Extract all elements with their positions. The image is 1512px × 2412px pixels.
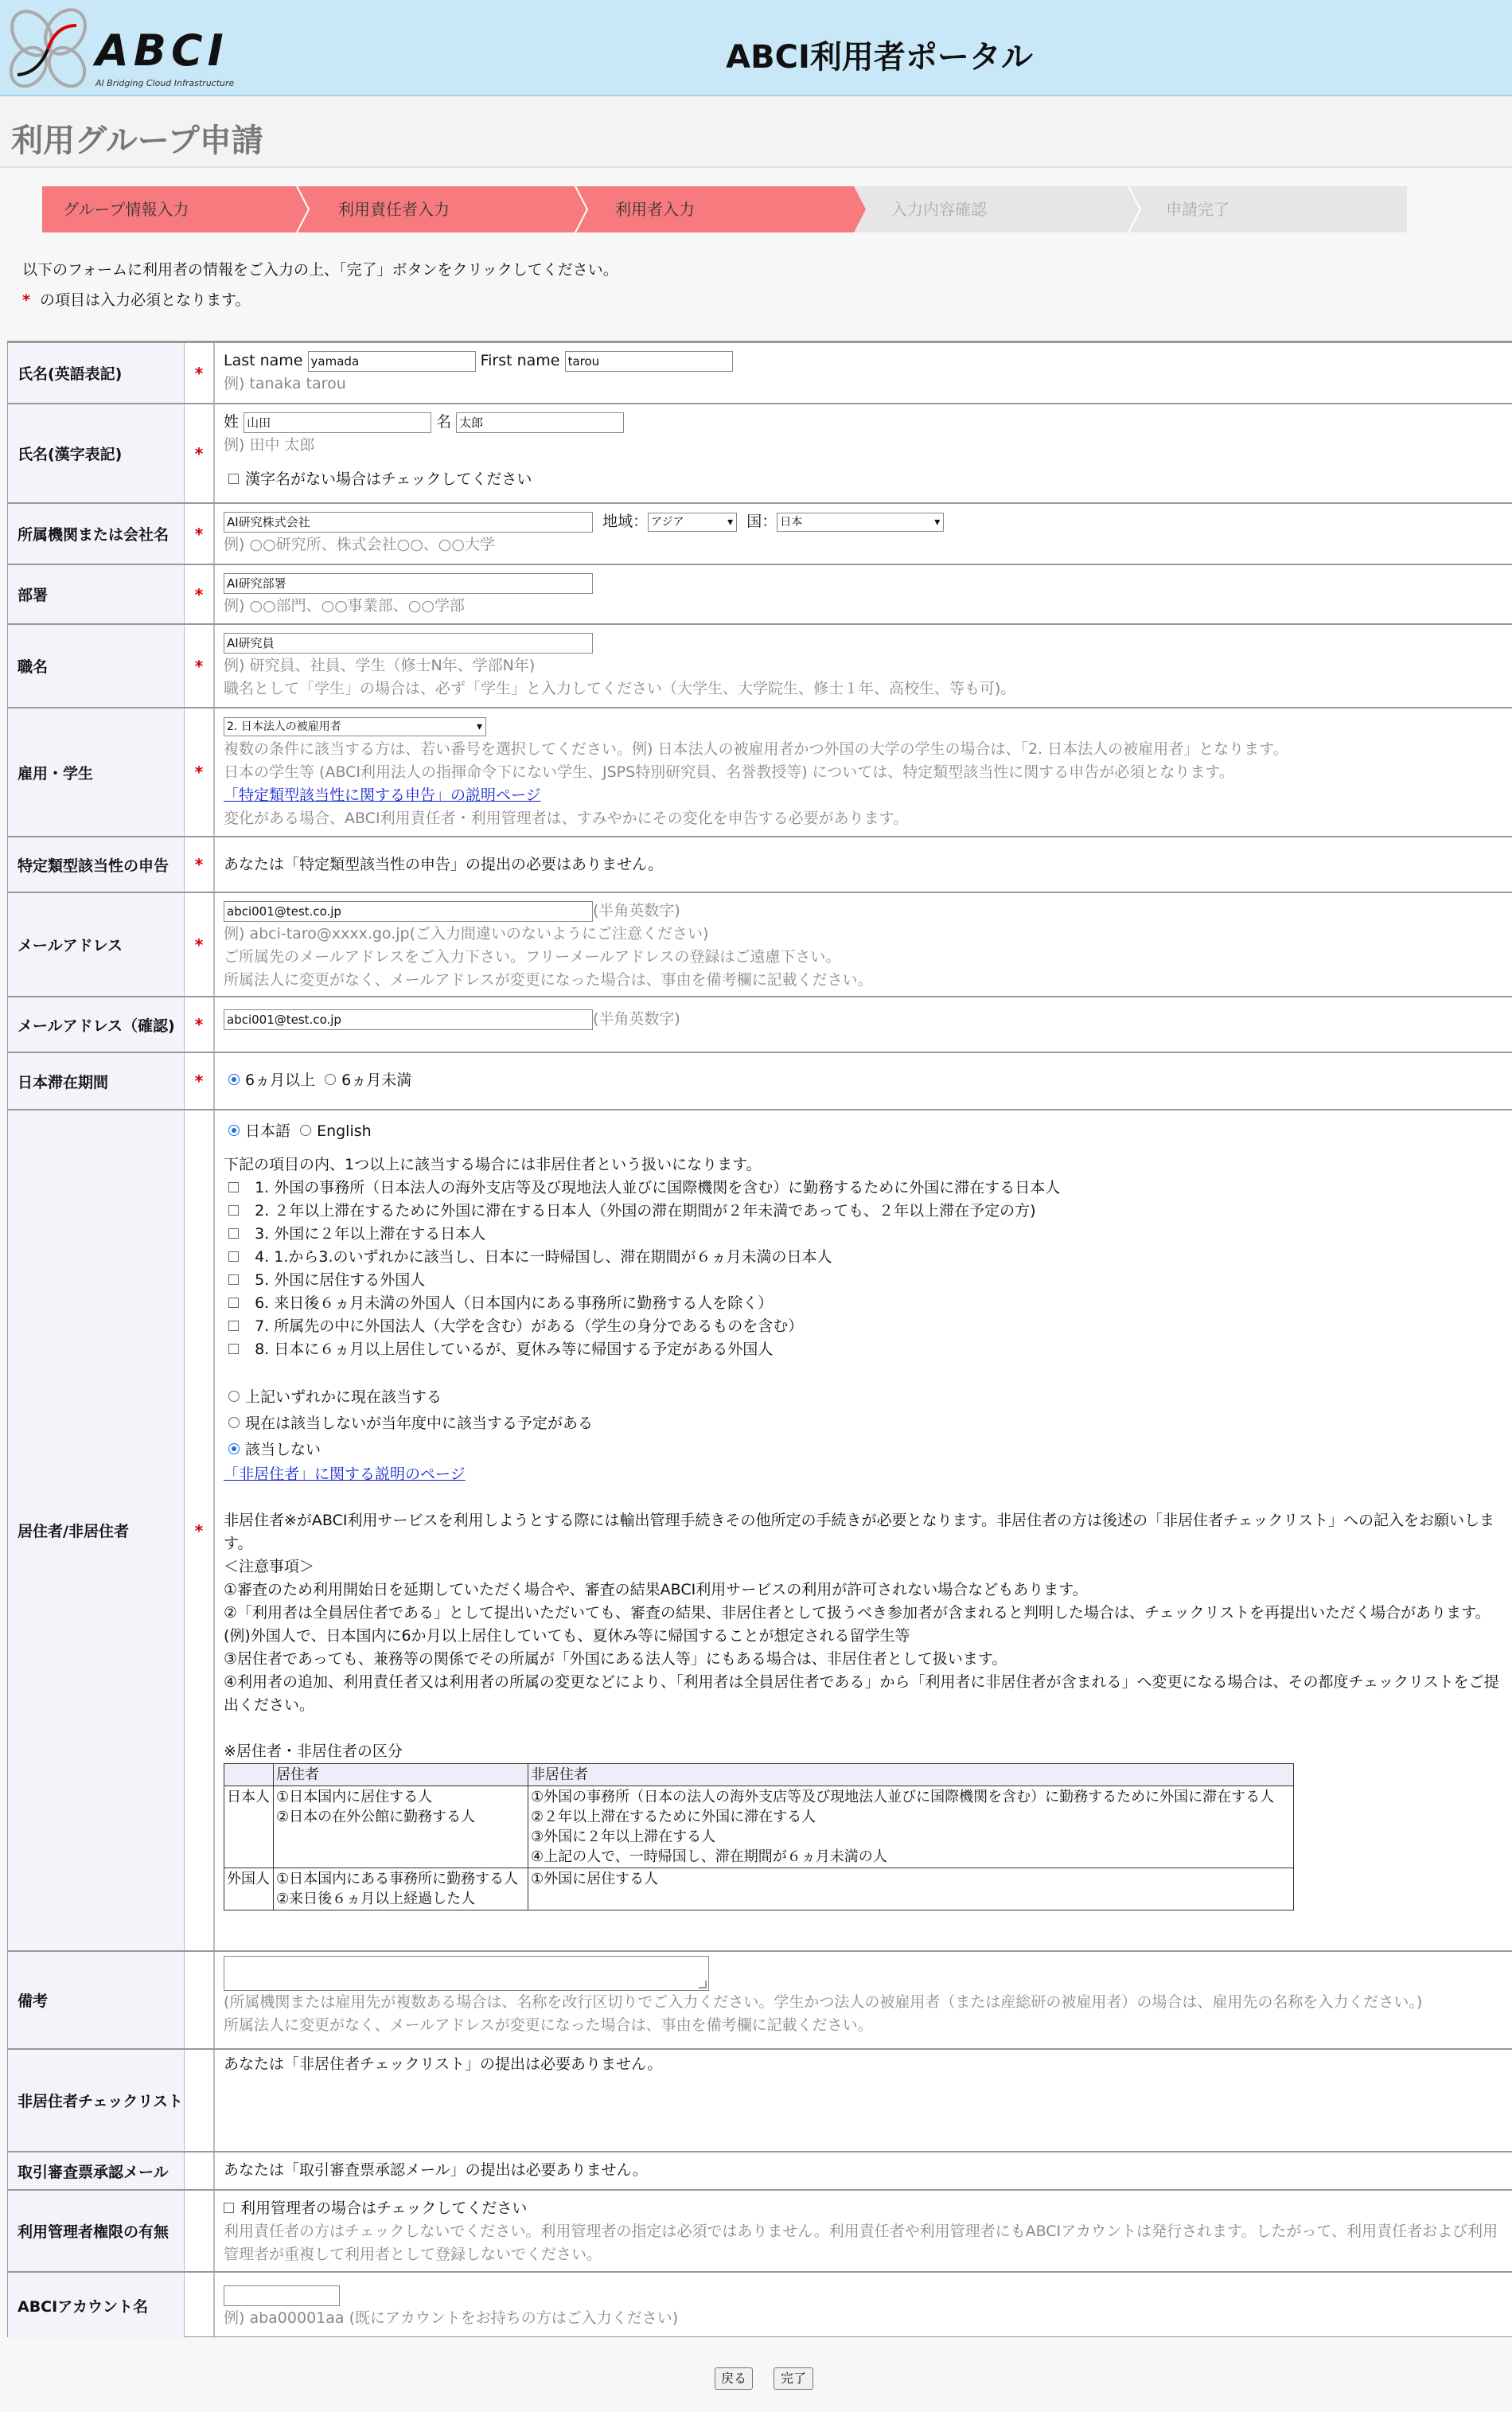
required-mark: *: [185, 708, 214, 836]
label-checklist: 非居住者チェックリスト: [8, 2050, 185, 2151]
residency-item-checkbox[interactable]: [228, 1321, 239, 1331]
required-mark: *: [185, 404, 214, 502]
required-cell-empty: [185, 2273, 214, 2338]
region-select[interactable]: アジア ▾: [648, 513, 737, 532]
row-dept: [8, 564, 1512, 623]
mei-input[interactable]: 太郎: [456, 412, 624, 433]
label-remarks: 備考: [8, 1952, 185, 2048]
step-responsible: 利用責任者入力: [338, 200, 450, 219]
row-residency: 居住者/非居住者 * 日本語 English 下記の項目の内、1つ以上に該当する場合には非居住者という扱いになります。 1. 外国の事務所（日本法人の海外支店等及び現地法人並びに国際機関を含む）に勤務するために外国に滞在する日本人 2. ２年以上滞在するために外国に滞在する日本人（外国の滞在期間が２年未満であっても、２年以上滞在予定の方) 3. 外国に２年以上滞在する日本人 4. 1.から3.のいずれかに該当し、日本に一時帰国し、滞在期間が６ヵ月未満の日本人 5. 外国に居住する外国人 6. 来日後６ヵ月未満の外国人（日本国内にある事務所に勤務する人を除く） 7. 所属先の中に外国法人（大学を含む）がある（学生の身分であるものを含む） 8. 日本に６ヵ月以上居住しているが、夏休み等に帰国する予定がある外国人 上記いずれかに現在該当する 現在は該当しないが当年度中に該当する予定がある 該当しない 「非居住者」に関する説明のページ 非居住者※がABCI利用サービスを利用しようとする際には輸出管理手続きその他所定の手続きが必要となります。非居住者の方は後述の「非居住者チェックリスト」への記入をお願いします。 ＜注意事項＞ ①審査のため利用開始日を延期していただく場合や、審査の結果ABCI利用サービスの利用が許可されない場合などもあります。 ②「利用者は全員居住者である」として提出いただいても、審査の結果、非居住者として扱うべき参加者が含まれると判明した場合は、チェックリストを再提出いただく場合があります。 (例)外国人で、日本国内に6か月以上居住していても、夏休み等に帰国することが想定される留学生等 ③居住者であっても、兼務等の関係でその所属が「外国にある法人等」にもある場合は、非居住者として扱います。 ④利用者の追加、利用責任者又は利用者の所属の変更などにより、「利用者は全員居住者である」から「利用者に非居住者が含まれる」へ変更になる場合は、その都度チェックリストをご提出ください。 ※居住者・非居住者の区分 居住者 非居住者 日本人 ①日本国内に居住する人 ②日本の在外公館に勤務する人 ①外国の事務所（日本の法人の海外支店等及び現地法人並びに国際機関を含む）に勤務するために外国に滞在する人 ②２年以上滞在するために外国に滞在する人 ③外国に２年以上滞在する人 ④上記の人で、一時帰国し、滞在期間が６ヵ月未満の人 外国人 ①日本国内にある事務所に勤務する人 ②来日後６ヵ月以上経過した人 ①外国に居住する人: [8, 1109, 1512, 1950]
sei-input[interactable]: 山田: [244, 412, 431, 433]
row-stay: 日本滞在期間 * 6ヵ月以上 6ヵ月未満: [8, 1052, 1512, 1109]
step-group-info: グループ情報入力: [63, 200, 189, 219]
back-button[interactable]: 戻る: [715, 2367, 753, 2390]
name-en-example: 例) tanaka tarou: [224, 375, 346, 392]
row-position: [8, 623, 1512, 707]
residency-item-checkbox[interactable]: [228, 1344, 239, 1354]
admin-checkbox[interactable]: [224, 2203, 234, 2213]
approval-mail-text: あなたは「取引審査票承認メール」の提出は必要ありません。: [224, 2161, 648, 2179]
logo-text: ABCI: [95, 25, 228, 76]
required-mark: *: [185, 565, 214, 623]
lang-en-radio[interactable]: [300, 1125, 311, 1136]
row-specific: [8, 836, 1512, 892]
portal-title: ABCI利用者ポータル: [726, 39, 1033, 76]
logo-subtitle: AI Bridging Cloud Infrastructure: [95, 78, 235, 88]
residency-item-checkbox[interactable]: [228, 1298, 239, 1308]
status-none-radio[interactable]: [228, 1443, 240, 1454]
residency-item-checkbox[interactable]: [228, 1251, 239, 1262]
caution-heading: ＜注意事項＞: [224, 1558, 315, 1575]
email-confirm-input[interactable]: abci001@test.co.jp: [224, 1009, 593, 1030]
row-email-confirm: メールアドレス（確認) * abci001@test.co.jp (半角英数字): [8, 996, 1512, 1052]
required-mark: *: [185, 1053, 214, 1109]
label-position: 職名: [8, 625, 185, 707]
employment-select[interactable]: 2. 日本法人の被雇用者 ▾: [224, 717, 486, 736]
specific-text: あなたは「特定類型該当性の申告」の提出の必要はありません。: [224, 856, 664, 873]
required-mark: *: [185, 1110, 214, 1950]
remarks-note-2: 所属法人に変更がなく、メールアドレスが変更になった場合は、事由を備考欄に記載ください。: [224, 2016, 873, 2034]
name-kanji-example: 例) 田中 太郎: [224, 436, 315, 454]
email-note-1: ご所属先のメールアドレスをご入力下さい。フリーメールアドレスの登録はご遠慮下さい。: [224, 948, 841, 966]
label-dept: 部署: [8, 565, 185, 623]
required-note: * の項目は入力必須となります。: [22, 291, 251, 309]
residency-items: 1. 外国の事務所（日本法人の海外支店等及び現地法人並びに国際機関を含む）に勤務するために外国に滞在する日本人 2. ２年以上滞在するために外国に滞在する日本人（外国の滞在期間が２年未満であっても、２年以上滞在予定の方) 3. 外国に２年以上滞在する日本人 4. 1.から3.のいずれかに該当し、日本に一時帰国し、滞在期間が６ヵ月未満の日本人 5. 外国に居住する外国人 6. 来日後６ヵ月未満の外国人（日本国内にある事務所に勤務する人を除く） 7. 所属先の中に外国法人（大学を含む）がある（学生の身分であるものを含む） 8. 日本に６ヵ月以上居住しているが、夏休み等に帰国する予定がある外国人: [224, 1177, 1512, 1361]
country-select[interactable]: 日本 ▾: [777, 513, 944, 532]
residency-paragraph: 非居住者※がABCI利用サービスを利用しようとする際には輸出管理手続きその他所定の手続きが必要となります。非居住者の方は後述の「非居住者チェックリスト」への記入をお願いします。: [224, 1512, 1495, 1552]
category-table-title: ※居住者・非居住者の区分: [224, 1743, 403, 1760]
step-confirm: 入力内容確認: [891, 200, 987, 219]
stay-6m-less-radio[interactable]: [325, 1074, 336, 1085]
employment-note-2: 日本の学生等 (ABCI利用法人の指揮命令下にない学生、JSPS特別研究員、名誉教授等) については、特定類型該当性に関する申告が必須となります。: [224, 763, 1234, 781]
progress-steps: [42, 186, 1407, 232]
residency-category-table: 居住者 非居住者 日本人 ①日本国内に居住する人 ②日本の在外公館に勤務する人 ①外国の事務所（日本の法人の海外支店等及び現地法人並びに国際機関を含む）に勤務するために外国に滞在する人 ②２年以上滞在するために外国に滞在する人 ③外国に２年以上滞在する人 ④上記の人で、一時帰国し、滞在期間が６ヵ月未満の人 外国人 ①日本国内にある事務所に勤務する人 ②来日後６ヵ月以上経過した人 ①外国に居住する人: [224, 1763, 1294, 1910]
row-remarks: [8, 1950, 1512, 2048]
position-note: 職名として「学生」の場合は、必ず「学生」と入力してください（大学生、大学院生、修士１年、高校生、等も可)。: [224, 680, 1016, 697]
email-example: 例) abci-taro@xxxx.go.jp(ご入力間違いのないようにご注意ください): [224, 925, 709, 943]
caution-2-example: (例)外国人で、日本国内に6か月以上居住していても、夏休み等に帰国することが想定される留学生等: [224, 1627, 910, 1645]
caution-2: ②「利用者は全員居住者である」として提出いただいても、審査の結果、非居住者として扱うべき参加者が含まれると判明した場合は、チェックリストを再提出いただく場合があります。: [224, 1604, 1491, 1622]
no-kanji-checkbox[interactable]: [228, 474, 239, 484]
row-admin: 利用管理者権限の有無 利用管理者の場合はチェックしてください 利用責任者の方はチェックしないでください。利用管理者の指定は必須ではありません。利用責任者や利用管理者にもABCIアカウントは発行されます。したがって、利用責任者および利用管理者が重複して利用者として登録しないでください。: [8, 2189, 1512, 2271]
page-title-bar: [0, 98, 1512, 168]
caution-4: ④利用者の追加、利用責任者又は利用者の所属の変更などにより、「利用者は全員居住者である」から「利用者に非居住者が含まれる」へ変更になる場合は、その都度チェックリストをご提出ください。: [224, 1673, 1499, 1714]
required-cell-empty: [185, 2191, 214, 2271]
checklist-text: あなたは「非居住者チェックリスト」の提出は必要ありません。: [224, 2055, 663, 2073]
remarks-textarea[interactable]: [224, 1956, 709, 1991]
caution-3: ③居住者であっても、兼務等の関係でその所属が「外国にある法人等」にもある場合は、非居住者として扱います。: [224, 1650, 1007, 1668]
position-input[interactable]: AI研究員: [224, 633, 593, 654]
org-input[interactable]: AI研究株式会社: [224, 512, 593, 533]
row-org: 所属機関または会社名 * AI研究株式会社 地域： アジア ▾ 国： 日本 ▾ 例) ○○研究所、株式会社○○、○○大学: [8, 502, 1512, 564]
residency-item-checkbox[interactable]: [228, 1205, 239, 1216]
label-stay: 日本滞在期間: [8, 1053, 185, 1109]
label-approval-mail: 取引審査票承認メール: [8, 2152, 185, 2189]
admin-note: 利用責任者の方はチェックしないでください。利用管理者の指定は必須ではありません。利用責任者や利用管理者にもABCIアカウントは発行されます。したがって、利用責任者および利用管理者が重複して利用者として登録しないでください。: [224, 2223, 1498, 2263]
header: [0, 0, 1512, 96]
caution-1: ①審査のため利用開始日を延期していただく場合や、審査の結果ABCI利用サービスの利用が許可されない場合などもあります。: [224, 1581, 1088, 1598]
status-planned-radio[interactable]: [228, 1417, 240, 1428]
row-name-en: 氏名(英語表記) * Last name yamada First name tarou 例) tanaka tarou: [8, 342, 1512, 403]
required-cell-empty: [185, 1952, 214, 2048]
residency-item-checkbox[interactable]: [228, 1228, 239, 1239]
intro-text: 以下のフォームに利用者の情報をご入力の上、「完了」ボタンをクリックしてください。: [22, 261, 618, 279]
email-note-2: 所属法人に変更がなく、メールアドレスが変更になった場合は、事由を備考欄に記載ください。: [224, 971, 873, 989]
label-name-kanji: 氏名(漢字表記): [8, 404, 185, 502]
account-input[interactable]: [224, 2285, 340, 2306]
step-user-input: 利用者入力: [615, 200, 695, 219]
row-checklist: [8, 2048, 1512, 2151]
dept-input[interactable]: AI研究部署: [224, 573, 593, 594]
label-name-en: 氏名(英語表記): [8, 343, 185, 403]
account-example: 例) aba00001aa (既にアカウントをお持ちの方はご入力ください): [224, 2309, 679, 2327]
residency-item-checkbox[interactable]: [228, 1274, 239, 1285]
label-admin: 利用管理者権限の有無: [8, 2191, 185, 2271]
dept-example: 例) ○○部門、○○事業部、○○学部: [224, 597, 465, 615]
label-residency: 居住者/非居住者: [8, 1110, 185, 1950]
required-mark: *: [185, 625, 214, 707]
required-cell-empty: [185, 2050, 214, 2151]
row-email: メールアドレス * abci001@test.co.jp (半角英数字) 例) abci-taro@xxxx.go.jp(ご入力間違いのないようにご注意ください) ご所属先のメールアドレスをご入力下さい。フリーメールアドレスの登録はご遠慮下さい。 所属法人に変更がなく、メールアドレスが変更になった場合は、事由を備考欄に記載ください。: [8, 892, 1512, 996]
page-title: 利用グループ申請: [11, 123, 263, 159]
required-mark: *: [185, 997, 214, 1052]
position-example: 例) 研究員、社員、学生（修士N年、学部N年): [224, 657, 536, 674]
step-complete: 申請完了: [1166, 200, 1229, 219]
residency-lead: 下記の項目の内、1つ以上に該当する場合には非居住者という扱いになります。: [224, 1156, 762, 1173]
label-email: メールアドレス: [8, 893, 185, 996]
residency-status-options: 上記いずれかに現在該当する 現在は該当しないが当年度中に該当する予定がある 該当しない: [224, 1384, 1512, 1463]
status-current-radio[interactable]: [228, 1391, 240, 1402]
last-name-input[interactable]: yamada: [308, 351, 476, 372]
required-cell-empty: [185, 2152, 214, 2189]
required-mark: *: [185, 893, 214, 996]
label-org: 所属機関または会社名: [8, 504, 185, 564]
employment-note-3: 変化がある場合、ABCI利用責任者・利用管理者は、すみやかにその変化を申告する必要があります。: [224, 810, 909, 827]
lang-ja-radio[interactable]: [228, 1125, 240, 1136]
specific-type-link[interactable]: 「特定類型該当性に関する申告」の説明ページ: [224, 786, 541, 804]
employment-note-1: 複数の条件に該当する方は、若い番号を選択してください。例) 日本法人の被雇用者かつ外国の大学の学生の場合は、「2. 日本法人の被雇用者」となります。: [224, 740, 1288, 758]
label-email-confirm: メールアドレス（確認): [8, 997, 185, 1052]
label-employment: 雇用・学生: [8, 708, 185, 836]
required-mark: *: [185, 504, 214, 564]
first-name-input[interactable]: tarou: [565, 351, 733, 372]
user-form: [7, 341, 1512, 2337]
non-resident-link[interactable]: 「非居住者」に関する説明のページ: [224, 1466, 466, 1483]
email-input[interactable]: abci001@test.co.jp: [224, 901, 593, 922]
label-account: ABCIアカウント名: [8, 2273, 185, 2338]
row-account: [8, 2271, 1512, 2338]
org-example: 例) ○○研究所、株式会社○○、○○大学: [224, 536, 495, 553]
required-mark: *: [185, 837, 214, 892]
required-mark: *: [185, 343, 214, 403]
row-approval-mail: [8, 2151, 1512, 2189]
done-button[interactable]: 完了: [774, 2367, 813, 2390]
label-specific: 特定類型該当性の申告: [8, 837, 185, 892]
row-employment: [8, 707, 1512, 836]
remarks-note-1: (所属機関または雇用先が複数ある場合は、名称を改行区切りでご入力ください。学生かつ法人の被雇用者（または産総研の被雇用者）の場合は、雇用先の名称を入力ください。): [224, 1993, 1423, 2011]
row-name-kanji: 氏名(漢字表記) * 姓 山田 名 太郎 例) 田中 太郎 漢字名がない場合はチェックしてください: [8, 403, 1512, 502]
stay-6m-plus-radio[interactable]: [228, 1074, 240, 1085]
residency-item-checkbox[interactable]: [228, 1182, 239, 1192]
